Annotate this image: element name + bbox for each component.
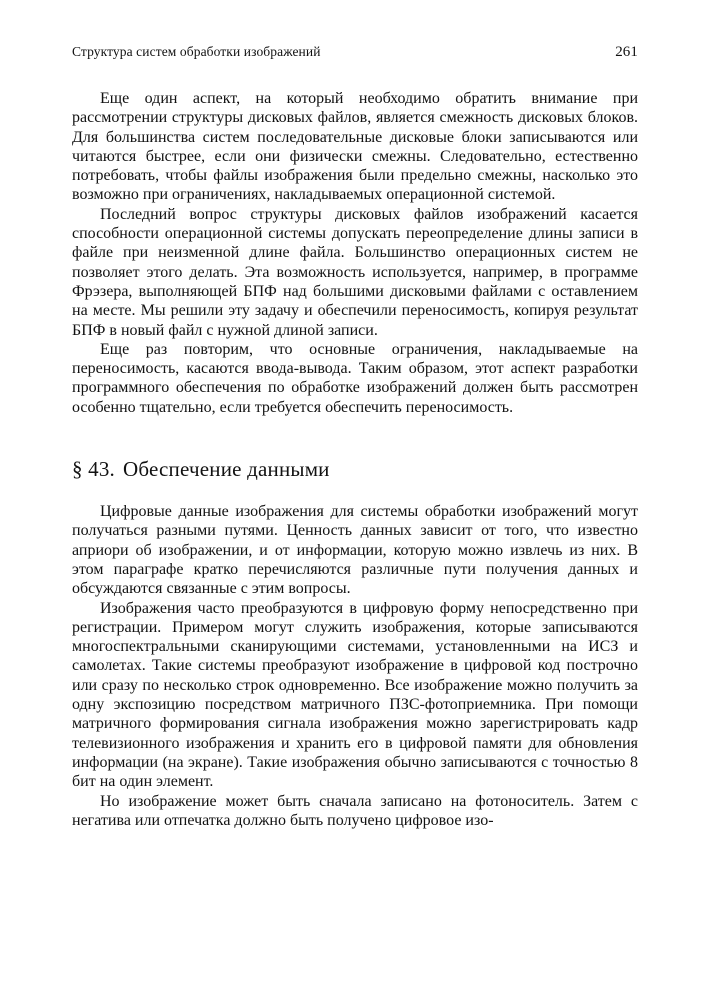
section-symbol: § 43. [72,457,115,482]
book-page [72,44,638,830]
running-head [72,44,638,61]
paragraph: Еще один аспект, на который необходимо обратить внимание при рассмотрении структуры дисковых файлов, является смежность дисковых блоков. Для большинства систем последовательные дисковые блоки записываются или читаются быстрее, если они физически смежны. Следовательно, естественно потребовать, чтобы файлы изображения были предельно смежны, насколько это возможно при ограничениях, накладываемых операционной системой. [72,90,638,204]
section-heading [72,457,638,481]
page-number: 261 [615,44,638,60]
paragraph: Цифровые данные изображения для системы обработки изображений могут получаться разными путями. Ценность данных зависит от того, что известно априори об изображении, и от информации, которую можно извлечь из них. В этом параграфе кратко перечисляются различные пути получения данных и обсуждаются связанные с этим вопросы. [72,503,638,598]
section-title: Обеспечение данными [123,457,330,482]
running-title: Структура систем обработки изображений [72,44,321,59]
paragraph: Последний вопрос структуры дисковых файлов изображений касается способности операционной системы допускать переопределение длины записи в файле при неизменной длине файла. Большинство операционных систем не позволяет этого делать. Эта возможность используется, например, в программе Фрэзера, выполняющей БПФ над большими дисковыми файлами с оставлением на месте. Мы решили эту задачу и обеспечили переносимость, копируя результат БПФ в новый файл с нужной длиной записи. [72,205,638,339]
paragraph: Но изображение может быть сначала записано на фотоноситель. Затем с негатива или отпечатка должно быть получено цифровое изо- [72,792,638,829]
paragraph: Изображения часто преобразуются в цифровую форму непосредственно при регистрации. Примером могут служить изображения, которые записываются многоспектральными сканирующими системами, установленными на ИСЗ и самолетах. Такие системы преобразуют изображение в цифровой код построчно или сразу по несколько строк одновременно. Все изображение можно получить за одну экспозицию посредством матричного ПЗС-фотоприемника. При помощи матричного формирования сигнала изображения можно зарегистрировать кадр телевизионного изображения и хранить его в цифровой памяти для обновления информации (на экране). Такие изображения обычно записываются с точностью 8 бит на один элемент. [72,599,638,791]
paragraph: Еще раз повторим, что основные ограничения, накладываемые на переносимость, касаются ввода-вывода. Таким образом, этот аспект разработки программного обеспечения по обработке изображений должен быть рассмотрен особенно тщательно, если требуется обеспечить переносимость. [72,340,638,416]
